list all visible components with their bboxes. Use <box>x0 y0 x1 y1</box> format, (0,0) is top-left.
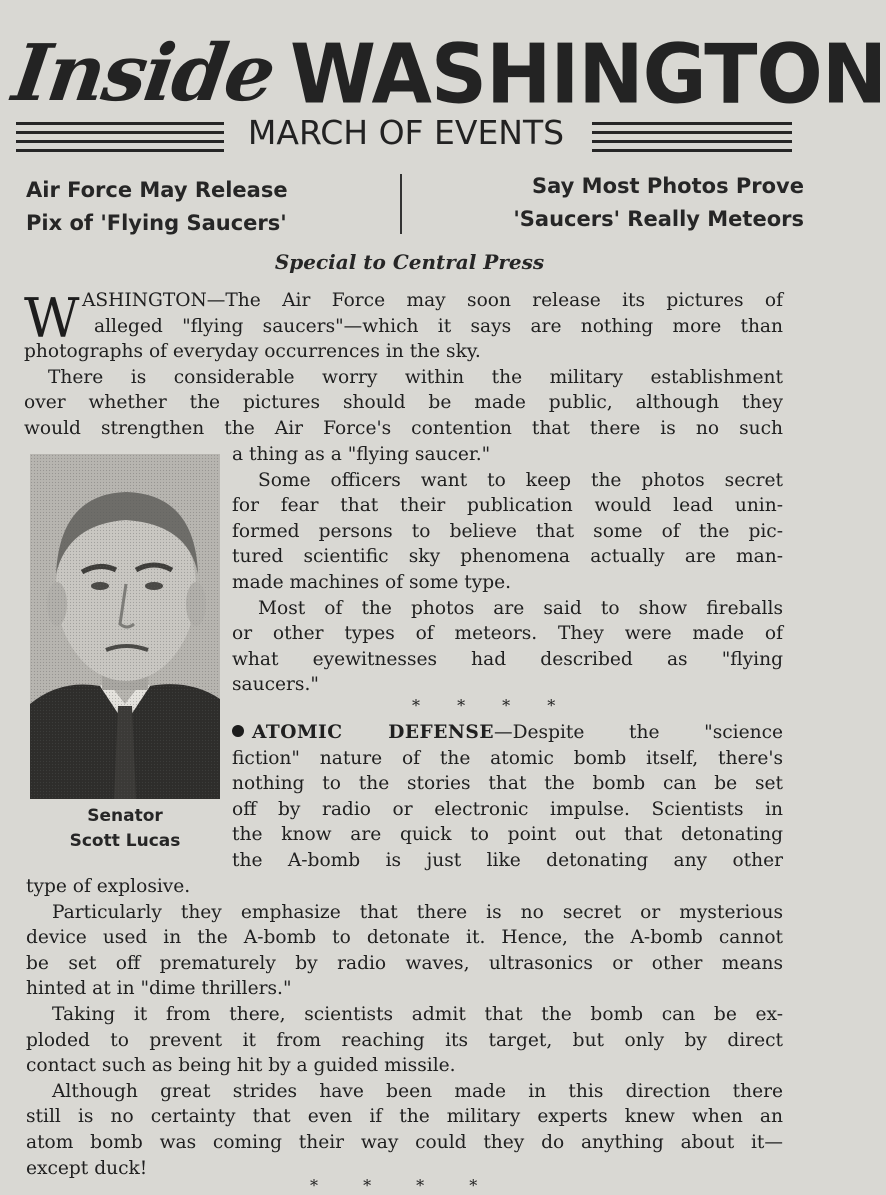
masthead <box>7 20 886 123</box>
text-line: hinted at in "dime thrillers." <box>26 978 292 1000</box>
text-line: There is considerable worry within the military establishment <box>48 366 783 388</box>
headline-left <box>26 174 386 240</box>
article-right-column <box>232 442 783 698</box>
section-divider-stars: * * * * <box>412 696 556 715</box>
headline-right <box>484 170 804 236</box>
text-line: ASHINGTON—The Air Force may soon release its pictures of <box>82 290 783 311</box>
text-line: tured scientific sky phenomena actually are man- <box>232 546 783 568</box>
text-line: Although great strides have been made in this direction there <box>52 1080 783 1102</box>
byline: Special to Central Press <box>274 250 545 274</box>
atomic-defense-section <box>232 720 783 874</box>
text-line: what eyewitnesses had described as "flying <box>232 648 783 670</box>
text-span: —Despite the "science <box>494 722 784 743</box>
text-line: made machines of some type. <box>232 571 512 593</box>
bullet-icon <box>232 725 244 737</box>
article-bottom <box>26 874 783 1181</box>
caption-line2: Scott Lucas <box>69 831 181 851</box>
text-line: type of explosive. <box>26 876 191 897</box>
text-line: atom bomb was coming their way could they do anything about it— <box>26 1131 783 1153</box>
senator-photo <box>30 454 220 799</box>
text-line: the know are quick to point out that detonating <box>232 824 783 846</box>
text-line: ploded to prevent it from reaching its target, but only by direct <box>26 1029 783 1051</box>
text-line: nothing to the stories that the bomb can be set <box>232 773 783 795</box>
text-line: device used in the A-bomb to detonate it. Hence, the A-bomb cannot <box>26 927 783 949</box>
text-line: Some officers want to keep the photos secret <box>258 469 783 491</box>
section-divider-stars-bottom: * * * * <box>310 1176 478 1195</box>
text-line: be set off prematurely by radio waves, ultrasonics or other means <box>26 952 783 974</box>
caption-line1: Senator <box>87 806 163 826</box>
masthead-rule-left <box>16 118 224 154</box>
text-line: Particularly they emphasize that there is no secret or mysterious <box>52 901 783 923</box>
text-line: or other types of meteors. They were made of <box>232 623 783 645</box>
text-line: alleged "flying saucers"—which it says are nothing more than <box>94 315 783 337</box>
text-line: except duck! <box>26 1157 148 1179</box>
text-line: over whether the pictures should be made public, although they <box>24 392 783 414</box>
text-line <box>232 720 783 746</box>
headline-divider <box>400 174 402 234</box>
headline-right-line1: Say Most Photos Prove <box>532 174 804 198</box>
text-line: would strengthen the Air Force's contention that there is no such <box>24 417 783 439</box>
section-lead: ATOMIC DEFENSE <box>252 722 495 743</box>
masthead-title: WASHINGTON <box>290 27 886 123</box>
drop-cap: W <box>24 287 80 350</box>
text-line: the A-bomb is just like detonating any other <box>232 849 783 871</box>
masthead-rule-right <box>592 118 792 154</box>
headline-left-line1: Air Force May Release <box>26 178 288 202</box>
masthead-script-word: Inside <box>7 28 280 119</box>
headline-left-line2: Pix of 'Flying Saucers' <box>26 211 287 235</box>
text-line: for fear that their publication would lead unin- <box>232 495 783 517</box>
masthead-subtitle: MARCH OF EVENTS <box>247 113 565 152</box>
photo-caption <box>30 804 220 854</box>
text-line: Most of the photos are said to show fireballs <box>258 597 783 619</box>
text-line: saucers." <box>232 674 319 696</box>
text-line: photographs of everyday occurrences in the sky. <box>24 341 481 363</box>
text-line: contact such as being hit by a guided missile. <box>26 1055 456 1077</box>
text-line: Taking it from there, scientists admit that the bomb can be ex- <box>52 1003 783 1025</box>
headline-right-line2: 'Saucers' Really Meteors <box>513 207 804 231</box>
article-top <box>24 288 783 442</box>
text-line: a thing as a "flying saucer." <box>232 444 491 465</box>
text-line: formed persons to believe that some of the pic- <box>232 520 783 542</box>
text-line: still is no certainty that even if the military experts knew when an <box>26 1106 783 1128</box>
text-line: off by radio or electronic impulse. Scientists in <box>232 798 783 820</box>
text-line: fiction" nature of the atomic bomb itself, there's <box>232 747 783 769</box>
